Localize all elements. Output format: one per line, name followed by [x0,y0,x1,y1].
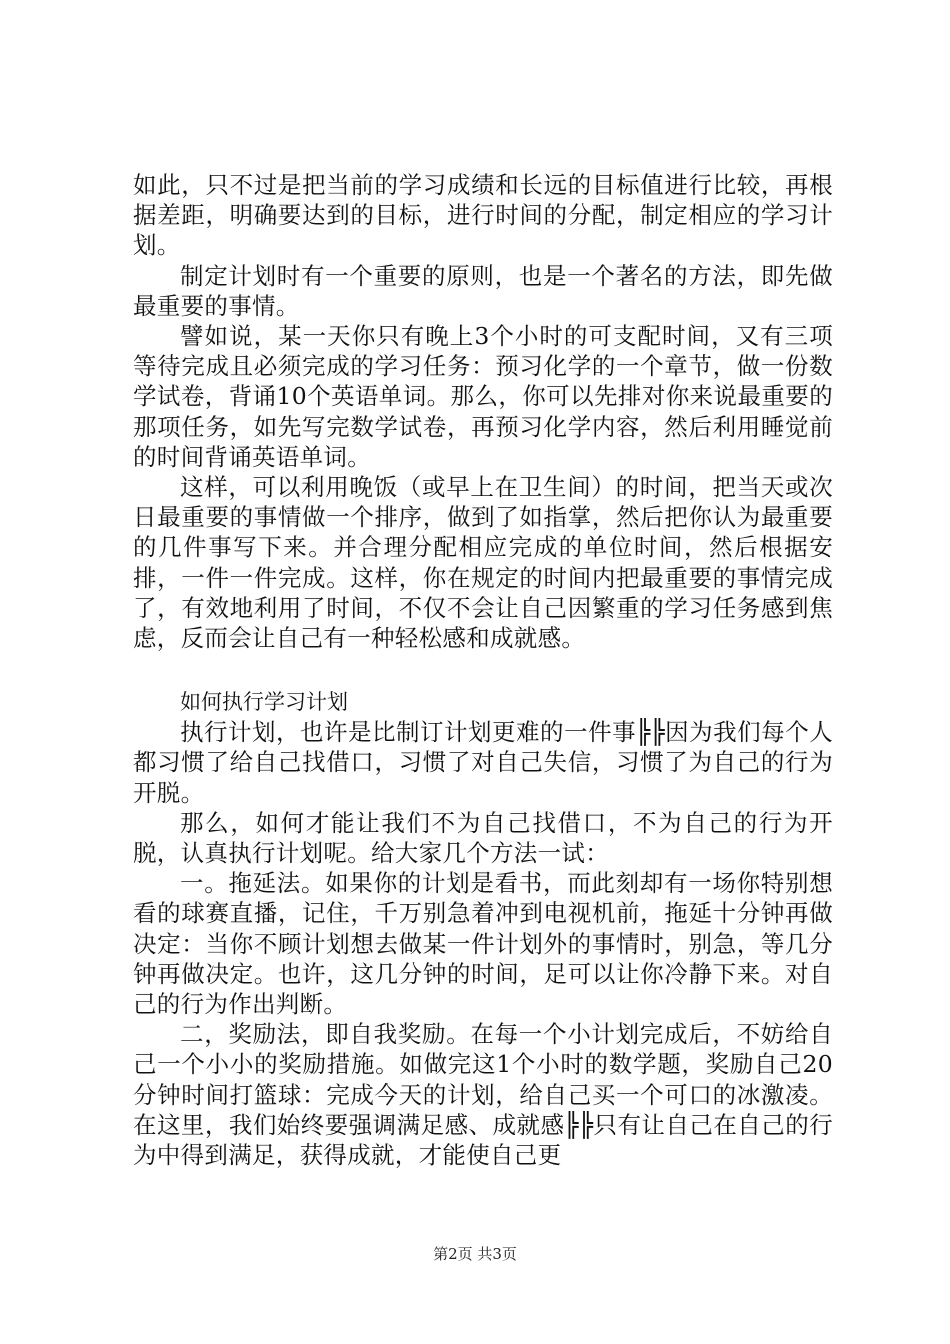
paragraph-method-reward: 二，奖励法，即自我奖励。在每一个小计划完成后，不妨给自己一个小小的奖励措施。如做完这1个小时的数学题，奖励自己20分钟时间打篮球：完成今天的计划，给自己买一个可口的冰激凌。在这里，我们始终要强调满足感、成就感╠╠只有让自己在自己的行为中得到满足，获得成就，才能使自己更 [133,1020,833,1170]
paragraph-execution: 执行计划，也许是比制订计划更难的一件事╠╠因为我们每个人都习惯了给自己找借口，习惯了对自己失信，习惯了为自己的行为开脱。 [133,718,833,807]
paragraph-method-delay: 一。拖延法。如果你的计划是看书，而此刻却有一场你特别想看的球赛直播，记住，千万别急着冲到电视机前，拖延十分钟再做决定：当你不顾计划想去做某一件计划外的事情时，别急，等几分钟再做决定。也许，这几分钟的时间，足可以让你冷静下来。对自己的行为作出判断。 [133,869,833,1019]
paragraph-methods-intro: 那么，如何才能让我们不为自己找借口，不为自己的行为开脱，认真执行计划呢。给大家几个方法一试： [133,808,833,868]
paragraph-example: 譬如说，某一天你只有晚上3个小时的可支配时间，又有三项等待完成且必须完成的学习任务：预习化学的一个章节，做一份数学试卷，背诵10个英语单词。那么，你可以先排对你来说最重要的那项任务，如先写完数学试卷，再预习化学内容，然后利用睡觉前的时间背诵英语单词。 [133,322,833,471]
paragraph-ordering: 这样，可以利用晚饭（或早上在卫生间）的时间，把当天或次日最重要的事情做一个排序，做到了如指掌，然后把你认为最重要的几件事写下来。并合理分配相应完成的单位时间，然后根据安排，一件一件完成。这样，你在规定的时间内把最重要的事情完成了，有效地利用了时间，不仅不会让自己因繁重的学习任务感到焦虑，反而会让自己有一种轻松感和成就感。 [133,473,833,653]
section-spacer [133,653,833,687]
page-footer: 第2页 共3页 [433,1245,517,1263]
paragraph-continuation: 如此，只不过是把当前的学习成绩和长远的目标值进行比较，再根据差距，明确要达到的目标，进行时间的分配，制定相应的学习计划。 [133,171,833,260]
paragraph-principle: 制定计划时有一个重要的原则，也是一个著名的方法，即先做最重要的事情。 [133,261,833,320]
section-heading: 如何执行学习计划 [180,690,348,715]
document-body [133,170,833,1170]
